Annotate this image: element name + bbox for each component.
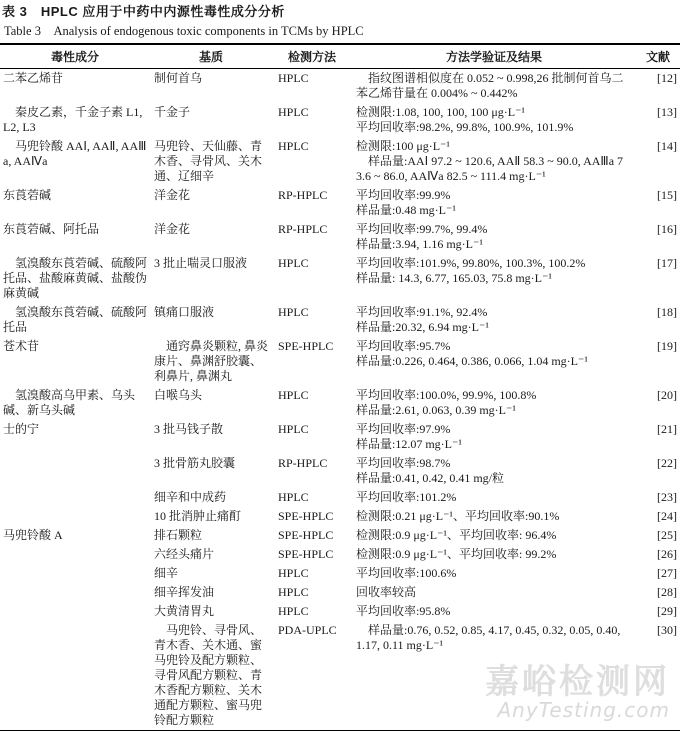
cell-toxic-component	[0, 488, 150, 507]
cell-reference: [23]	[657, 490, 677, 504]
cell-matrix: 镇痛口服液	[154, 305, 215, 319]
cell-matrix: 细辛	[154, 566, 179, 580]
cell-detection-method: RP-HPLC	[278, 456, 328, 470]
cell-detection-method: HPLC	[278, 256, 309, 270]
cell-toxic-component: 苍术苷	[3, 339, 40, 353]
cell-toxic-component: 秦皮乙素，千金子素 L1, L2, L3	[3, 105, 143, 134]
table-row	[0, 386, 680, 420]
cell-matrix: 通窍鼻炎颗粒, 鼻炎康片、鼻渊舒胶囊、利鼻片, 鼻渊丸	[154, 339, 269, 383]
cell-toxic-component: 东莨菪碱、阿托品	[3, 222, 100, 236]
cell-matrix: 10 批消肿止痛酊	[154, 509, 242, 523]
cell-reference: [15]	[657, 188, 677, 202]
cell-detection-method: HPLC	[278, 388, 309, 402]
cell-reference: [26]	[657, 547, 677, 561]
cell-validation-result: 平均回收率:98.7% 样品量:0.41, 0.42, 0.41 mg/粒	[356, 456, 505, 485]
cell-detection-method: HPLC	[278, 422, 309, 436]
cell-detection-method: HPLC	[278, 139, 309, 153]
cell-toxic-component: 二苯乙烯苷	[3, 71, 64, 85]
cell-toxic-component	[0, 583, 150, 602]
cell-matrix: 马兜铃、寻骨风、青木香、关木通、蜜马兜铃及配方颗粒、寻骨风配方颗粒、青木香配方颗粒、关木通配方颗粒、蜜马兜铃配方颗粒	[154, 623, 263, 727]
table-row	[0, 526, 680, 545]
cell-detection-method: HPLC	[278, 585, 309, 599]
cell-validation-result: 检测限:0.9 μg·L⁻¹、平均回收率: 96.4%	[356, 528, 557, 542]
cell-detection-method: RP-HPLC	[278, 188, 328, 202]
table-title-chinese: 表 3 HPLC 应用于中药中内源性毒性成分分析	[2, 4, 285, 19]
cell-toxic-component: 氢溴酸高乌甲素、乌头碱、新乌头碱	[3, 388, 136, 417]
table-row	[0, 545, 680, 564]
cell-matrix: 白喉乌头	[154, 388, 203, 402]
cell-validation-result: 平均回收率:99.7%, 99.4% 样品量:3.94, 1.16 mg·L⁻¹	[356, 222, 488, 251]
cell-reference: [20]	[657, 388, 677, 402]
cell-validation-result: 样品量:0.76, 0.52, 0.85, 4.17, 0.45, 0.32, 0.05, 0.40, 1.17, 0.11 mg·L⁻¹	[356, 623, 621, 652]
cell-detection-method: HPLC	[278, 71, 309, 85]
cell-matrix: 马兜铃、天仙藤、青木香、寻骨风、关木通、辽细辛	[154, 139, 263, 183]
cell-reference: [17]	[657, 256, 677, 270]
hplc-analysis-table	[0, 43, 680, 731]
cell-validation-result: 检测限:0.21 μg·L⁻¹、平均回收率:90.1%	[356, 509, 560, 523]
cell-reference: [28]	[657, 585, 677, 599]
cell-detection-method: SPE-HPLC	[278, 547, 334, 561]
table-row	[0, 507, 680, 526]
watermark-chinese-text: 嘉峪检测网	[485, 663, 670, 701]
cell-matrix: 细辛和中成药	[154, 490, 227, 504]
cell-reference: [30]	[657, 623, 677, 637]
cell-toxic-component: 马兜铃酸 A	[3, 528, 63, 542]
cell-detection-method: HPLC	[278, 604, 309, 618]
cell-matrix: 细辛挥发油	[154, 585, 215, 599]
col-header-toxic-component: 毒性成分	[0, 44, 150, 69]
cell-reference: [18]	[657, 305, 677, 319]
cell-reference: [13]	[657, 105, 677, 119]
table-row	[0, 564, 680, 583]
table-row	[0, 420, 680, 454]
cell-validation-result: 平均回收率:95.7% 样品量:0.226, 0.464, 0.386, 0.066, 1.04 mg·L⁻¹	[356, 339, 588, 368]
cell-validation-result: 检测限:100 μg·L⁻¹ 样品量:AAⅠ 97.2 ~ 120.6, AAⅡ 58.3 ~ 90.0, AAⅢa 73.6 ~ 86.0, AAⅣa 82.5 ~ 111.4 mg·L⁻¹	[356, 139, 624, 183]
table-row	[0, 69, 680, 104]
cell-reference: [14]	[657, 139, 677, 153]
cell-validation-result: 平均回收率:97.9% 样品量:12.07 mg·L⁻¹	[356, 422, 462, 451]
cell-matrix: 洋金花	[154, 188, 191, 202]
cell-matrix: 排石颗粒	[154, 528, 203, 542]
cell-detection-method: HPLC	[278, 490, 309, 504]
cell-reference: [27]	[657, 566, 677, 580]
cell-detection-method: PDA-UPLC	[278, 623, 337, 637]
col-header-validation-result: 方法学验证及结果	[352, 44, 636, 69]
table-row	[0, 186, 680, 220]
cell-reference: [22]	[657, 456, 677, 470]
cell-validation-result: 平均回收率:100.6%	[356, 566, 457, 580]
cell-reference: [19]	[657, 339, 677, 353]
cell-validation-result: 平均回收率:101.9%, 99.80%, 100.3%, 100.2% 样品量: 14.3, 6.77, 165.03, 75.8 mg·L⁻¹	[356, 256, 586, 285]
cell-detection-method: HPLC	[278, 566, 309, 580]
cell-toxic-component	[0, 507, 150, 526]
cell-matrix: 大黄清胃丸	[154, 604, 215, 618]
cell-validation-result: 指纹图谱相似度在 0.052 ~ 0.998,26 批制何首乌二苯乙烯苷量在 0.004% ~ 0.442%	[356, 71, 624, 100]
table-row	[0, 220, 680, 254]
table-row	[0, 103, 680, 137]
cell-toxic-component	[0, 564, 150, 583]
col-header-reference: 文献	[636, 44, 680, 69]
col-header-detection-method: 检测方法	[272, 44, 352, 69]
table-row	[0, 303, 680, 337]
cell-reference: [24]	[657, 509, 677, 523]
cell-reference: [25]	[657, 528, 677, 542]
table-row	[0, 583, 680, 602]
cell-validation-result: 回收率较高	[356, 585, 417, 599]
table-row	[0, 337, 680, 386]
cell-matrix: 3 批止喘灵口服液	[154, 256, 248, 270]
cell-matrix: 制何首乌	[154, 71, 203, 85]
cell-toxic-component: 氢溴酸东莨菪碱、硫酸阿托品、盐酸麻黄碱、盐酸伪麻黄碱	[3, 256, 148, 300]
cell-detection-method: SPE-HPLC	[278, 509, 334, 523]
table-row	[0, 621, 680, 731]
table-row	[0, 254, 680, 303]
table-row	[0, 602, 680, 621]
cell-validation-result: 平均回收率:91.1%, 92.4% 样品量:20.32, 6.94 mg·L⁻¹	[356, 305, 489, 334]
cell-toxic-component	[0, 454, 150, 488]
col-header-matrix: 基质	[150, 44, 272, 69]
cell-matrix: 千金子	[154, 105, 191, 119]
watermark-site-url: AnyTesting.com	[497, 698, 670, 722]
cell-detection-method: SPE-HPLC	[278, 339, 334, 353]
cell-reference: [12]	[657, 71, 677, 85]
cell-toxic-component: 东莨菪碱	[3, 188, 52, 202]
table-row	[0, 454, 680, 488]
cell-validation-result: 平均回收率:101.2%	[356, 490, 457, 504]
cell-reference: [21]	[657, 422, 677, 436]
cell-toxic-component	[0, 621, 150, 731]
table-title-english: Table 3 Analysis of endogenous toxic components in TCMs by HPLC	[4, 24, 364, 38]
cell-matrix: 3 批马钱子散	[154, 422, 224, 436]
cell-validation-result: 检测限:0.9 μg·L⁻¹、平均回收率: 99.2%	[356, 547, 557, 561]
table-row	[0, 137, 680, 186]
cell-validation-result: 检测限:1.08, 100, 100, 100 μg·L⁻¹ 平均回收率:98.2%, 99.8%, 100.9%, 101.9%	[356, 105, 574, 134]
cell-validation-result: 平均回收率:100.0%, 99.9%, 100.8% 样品量:2.61, 0.063, 0.39 mg·L⁻¹	[356, 388, 537, 417]
cell-matrix: 3 批骨筋丸胶囊	[154, 456, 236, 470]
cell-detection-method: HPLC	[278, 105, 309, 119]
cell-validation-result: 平均回收率:95.8%	[356, 604, 451, 618]
cell-detection-method: HPLC	[278, 305, 309, 319]
cell-detection-method: RP-HPLC	[278, 222, 328, 236]
cell-matrix: 六经头痛片	[154, 547, 215, 561]
table-row	[0, 488, 680, 507]
table-header-row	[0, 44, 680, 69]
cell-validation-result: 平均回收率:99.9% 样品量:0.48 mg·L⁻¹	[356, 188, 456, 217]
cell-toxic-component	[0, 545, 150, 564]
cell-toxic-component: 士的宁	[3, 422, 40, 436]
cell-detection-method: SPE-HPLC	[278, 528, 334, 542]
cell-reference: [29]	[657, 604, 677, 618]
cell-toxic-component	[0, 602, 150, 621]
table-body	[0, 69, 680, 731]
cell-matrix: 洋金花	[154, 222, 191, 236]
cell-toxic-component: 氢溴酸东莨菪碱、硫酸阿托品	[3, 305, 148, 334]
cell-reference: [16]	[657, 222, 677, 236]
cell-toxic-component: 马兜铃酸 AAⅠ, AAⅡ, AAⅢa, AAⅣa	[3, 139, 147, 168]
